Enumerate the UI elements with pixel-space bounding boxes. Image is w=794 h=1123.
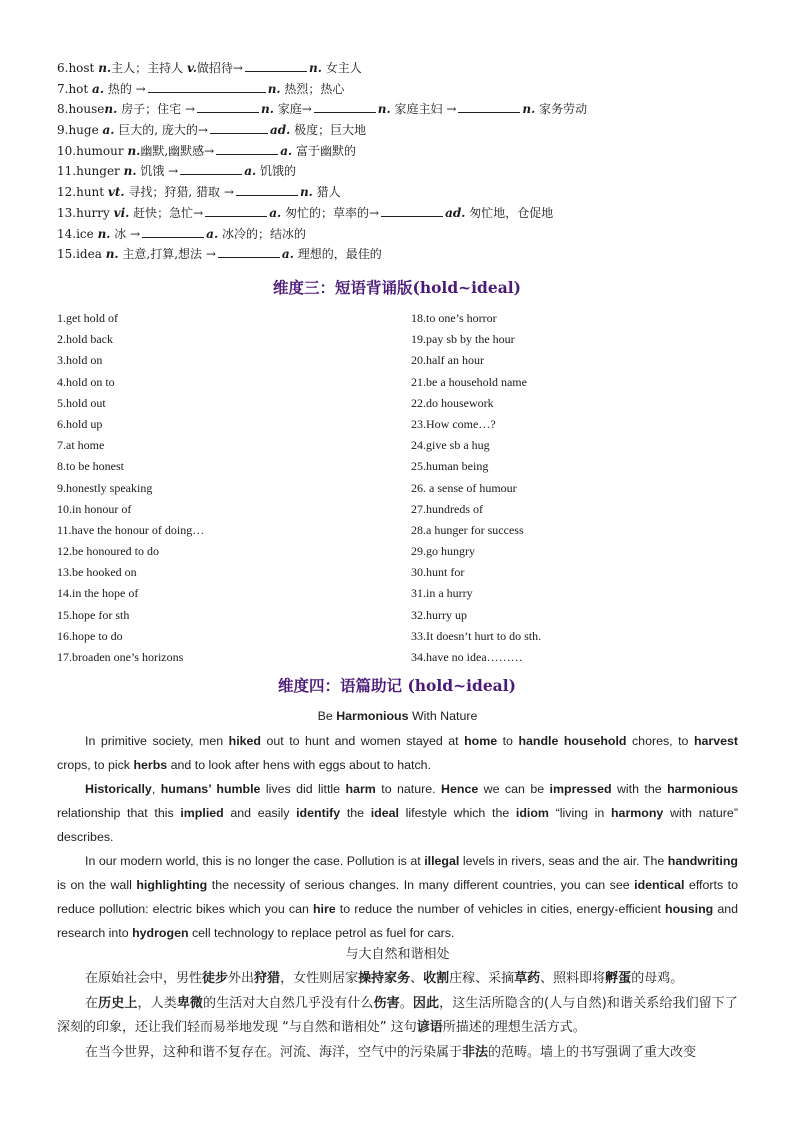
vocab-text: 做招待 <box>196 61 233 75</box>
highlighted-word: 非法 <box>462 1044 489 1060</box>
passage-paragraph-2 <box>57 777 738 849</box>
highlighted-word: humans’ humble <box>160 782 261 796</box>
vocab-text: 女主人 <box>321 61 362 75</box>
phrase-item: 6.hold up <box>57 416 103 431</box>
phrase-item: 31.in a hurry <box>411 586 473 601</box>
phrase-item: 7.at home <box>57 438 105 453</box>
part-of-speech: n. <box>299 185 313 200</box>
part-of-speech: v. <box>186 61 197 75</box>
text-run: and research into <box>57 902 738 940</box>
answer-blank <box>458 100 520 113</box>
phrase-item: 27.hundreds of <box>411 501 483 516</box>
text-run: chores, to <box>626 734 694 748</box>
text-run: and to look after hens with eggs about to hatch. <box>167 758 432 772</box>
highlighted-word: Historically <box>85 782 152 796</box>
english-passage <box>57 706 738 945</box>
vocab-text: 9.huge <box>57 123 103 138</box>
highlighted-word: hiked <box>228 734 261 748</box>
vocab-text: 巨大的, 庞大的 <box>114 123 198 138</box>
vocab-text: 幽默,幽默感 <box>140 143 205 158</box>
phrase-item: 10.in honour of <box>57 501 132 516</box>
text-run: 庄稼、采摘 <box>449 971 515 986</box>
highlighted-word: hydrogen <box>132 926 189 940</box>
highlighted-word: 操持家务 <box>358 971 411 986</box>
answer-blank <box>216 142 278 155</box>
highlighted-word: herbs <box>133 758 168 772</box>
answer-blank <box>218 245 280 258</box>
text-run: In our modern world, this is no longer the case. Pollution is at <box>85 854 425 868</box>
answer-blank <box>210 121 268 134</box>
vocab-text: → <box>205 247 216 262</box>
vocab-text: 15.idea <box>57 247 106 262</box>
highlighted-word: handwriting <box>667 854 738 868</box>
vocab-text: → <box>232 61 243 75</box>
answer-blank <box>142 225 204 238</box>
highlighted-word: 卑微 <box>176 995 204 1011</box>
text-run: efforts to reduce pollution: electric bikes which you can <box>57 878 738 916</box>
highlighted-word: harvest <box>693 734 739 748</box>
text-run: with the <box>611 782 668 796</box>
translation-paragraph-3 <box>57 1041 738 1066</box>
vocab-text: → <box>446 102 457 117</box>
text-run: crops, to pick <box>57 758 134 772</box>
vocab-text: 冰 <box>110 226 131 241</box>
highlighted-word: handle household <box>518 734 627 748</box>
answer-blank <box>314 100 376 113</box>
phrase-item: 24.give sb a hug <box>411 438 490 453</box>
vocab-line <box>57 120 747 141</box>
text-run: we can be <box>478 782 550 796</box>
phrase-item: 16.hope to do <box>57 628 123 643</box>
highlighted-word: identical <box>634 878 685 892</box>
highlighted-word: implied <box>180 806 224 820</box>
part-of-speech: n. <box>308 61 322 75</box>
vocab-text: 热的 <box>104 81 136 96</box>
text-run: is on the wall <box>57 878 137 892</box>
vocab-text: → <box>223 185 234 200</box>
vocab-line <box>57 161 747 182</box>
text-run: 的母鸡。 <box>631 971 684 986</box>
answer-blank <box>205 204 267 217</box>
highlighted-word: hire <box>312 902 336 916</box>
vocab-text: 饥饿的 <box>256 164 296 179</box>
phrase-item: 15.hope for sth <box>57 607 130 622</box>
vocab-line <box>57 79 747 100</box>
phrase-item: 5.hold out <box>57 395 106 410</box>
vocab-list <box>57 58 747 265</box>
vocab-text: 赶快；急忙 <box>129 205 194 220</box>
part-of-speech: a. <box>244 164 257 179</box>
vocab-text: 家庭主妇 <box>390 102 447 117</box>
vocab-text: 房子；住宅 <box>117 102 185 117</box>
part-of-speech: vi. <box>113 205 130 220</box>
text-run: to nature. <box>375 782 442 796</box>
vocab-text: 匆忙的；草率的 <box>281 205 369 220</box>
vocab-text: → <box>204 143 215 158</box>
phrase-item: 28.a hunger for success <box>411 522 524 537</box>
vocab-text: 12.hunt <box>57 185 108 200</box>
part-of-speech: ad. <box>269 123 291 138</box>
part-of-speech: a. <box>102 123 115 138</box>
part-of-speech: ad. <box>445 205 466 220</box>
highlighted-word: 徒步 <box>202 971 229 986</box>
part-of-speech: a. <box>92 81 104 96</box>
chinese-translation <box>57 944 738 1065</box>
vocab-line <box>57 224 747 245</box>
highlighted-word: 因此 <box>412 995 440 1011</box>
phrase-item: 9.honestly speaking <box>57 480 153 495</box>
phrase-item: 30.hunt for <box>411 565 465 580</box>
highlighted-word: housing <box>665 902 714 916</box>
text-run: 、照料即将 <box>540 971 606 986</box>
part-of-speech: n. <box>267 81 281 96</box>
answer-blank <box>245 59 307 72</box>
phrase-item: 18.to one’s horror <box>411 311 497 325</box>
text-run: with nature” describes. <box>57 806 738 844</box>
text-run: , <box>151 782 161 796</box>
part-of-speech: a. <box>206 226 219 241</box>
answer-blank <box>197 100 259 113</box>
vocab-line <box>57 182 747 203</box>
translation-title: 与大自然和谐相处 <box>345 947 450 962</box>
highlighted-word: 孵蛋 <box>605 971 632 986</box>
text-run: 所描述的理想生活方式。 <box>442 1020 586 1035</box>
part-of-speech: n. <box>97 226 111 241</box>
phrase-item: 8.to be honest <box>57 459 124 474</box>
vocab-text: 冰冷的；结冰的 <box>218 226 306 241</box>
highlighted-word: 狩猎 <box>254 971 281 986</box>
part-of-speech: n. <box>123 164 137 179</box>
phrase-item: 4.hold on to <box>57 374 115 389</box>
vocab-text: 寻找；狩猎, 猎取 <box>124 185 224 200</box>
text-run: ，人类 <box>137 995 177 1011</box>
vocab-text: 匆忙地，仓促地 <box>465 205 554 220</box>
vocab-text: → <box>193 205 204 220</box>
part-of-speech: n. <box>105 247 119 262</box>
part-of-speech: n. <box>98 61 112 75</box>
text-run: 。 <box>399 995 413 1011</box>
phrase-column-right <box>411 308 541 668</box>
highlighted-word: harmony <box>610 806 664 820</box>
highlighted-word: identify <box>296 806 341 820</box>
part-of-speech: a. <box>269 205 282 220</box>
phrase-item: 32.hurry up <box>411 607 467 622</box>
vocab-text: → <box>301 102 312 117</box>
phrase-item: 22.do housework <box>411 395 494 410</box>
text-run: 在当今世界，这种和谐不复存在。河流、海洋，空气中的污染属于 <box>85 1044 463 1060</box>
vocab-text: 主人；主持人 <box>111 61 187 75</box>
highlighted-word: harmonious <box>667 782 738 796</box>
section3-heading: 维度三：短语背诵版(hold~ideal) <box>272 278 521 297</box>
vocab-text: 11.hunger <box>57 164 124 179</box>
text-run: the necessity of serious changes. In many different countries, you can see <box>207 878 635 892</box>
answer-blank <box>381 204 443 217</box>
text-run: 外出 <box>228 971 255 986</box>
text-run: the <box>340 806 371 820</box>
text-run: levels in rivers, seas and the air. The <box>459 854 668 868</box>
vocab-text: 热烈；热心 <box>280 81 345 96</box>
part-of-speech: n. <box>104 102 118 117</box>
vocab-text: 饥饿 <box>136 164 169 179</box>
highlighted-word: harm <box>345 782 376 796</box>
part-of-speech: a. <box>280 143 293 158</box>
vocab-text: 家务劳动 <box>535 102 588 117</box>
vocab-text: 14.ice <box>57 226 98 241</box>
part-of-speech: vt. <box>107 185 125 200</box>
text-run: In primitive society, men <box>85 734 229 748</box>
vocab-text: → <box>369 205 380 220</box>
highlighted-word: highlighting <box>136 878 208 892</box>
phrase-item: 26. a sense of humour <box>411 480 517 495</box>
vocab-text: 6.host <box>57 61 99 75</box>
vocab-line <box>57 58 747 79</box>
text-run: out to hunt and women stayed at <box>261 734 465 748</box>
text-run: to <box>497 734 519 748</box>
phrase-item: 14.in the hope of <box>57 586 139 601</box>
highlighted-word: 谚语 <box>416 1020 443 1035</box>
text-run: 的生活对大自然几乎没有什么 <box>203 995 374 1011</box>
vocab-text: 极度；巨大地 <box>290 123 367 138</box>
vocab-line <box>57 141 747 162</box>
passage-paragraph-1 <box>57 729 738 777</box>
highlighted-word: idiom <box>515 806 549 820</box>
part-of-speech: a. <box>281 247 294 262</box>
text-run: lives did little <box>260 782 346 796</box>
highlighted-word: 收割 <box>423 971 450 986</box>
text-run: and easily <box>223 806 297 820</box>
passage-title: Be Harmonious With Nature <box>317 709 478 723</box>
highlighted-word: 伤害 <box>373 995 400 1011</box>
text-run: cell technology to replace petrol as fuel for cars. <box>188 926 455 940</box>
phrase-item: 1.get hold of <box>57 311 118 325</box>
vocab-text: 家庭 <box>273 102 302 117</box>
phrase-item: 2.hold back <box>57 332 113 347</box>
vocab-text: 理想的，最佳的 <box>293 247 382 262</box>
vocab-text: 7.hot <box>57 81 93 96</box>
highlighted-word: home <box>464 734 498 748</box>
translation-paragraph-2 <box>57 992 738 1041</box>
phrase-item: 29.go hungry <box>411 544 475 559</box>
phrase-item: 23.How come…? <box>411 416 496 431</box>
text-run: “living in <box>548 806 611 820</box>
phrase-item: 13.be hooked on <box>57 565 137 580</box>
vocab-text: 主意,打算,想法 <box>118 247 206 262</box>
text-run: 、 <box>410 971 424 986</box>
vocab-line <box>57 203 747 224</box>
phrase-item: 11.have the honour of doing… <box>57 522 205 537</box>
vocab-text: → <box>184 102 195 117</box>
answer-blank <box>180 162 242 175</box>
section4-heading: 维度四：语篇助记 (hold~ideal) <box>278 676 516 695</box>
vocab-line <box>57 244 747 265</box>
vocab-text: → <box>135 81 146 96</box>
text-run: 在原始社会中，男性 <box>85 971 203 986</box>
text-run: ，这生活所隐含的(人与自然)和谐关系给我们留下了深刻的印象，还让我们轻而易举地发现 “与自然和谐相处” 这句 <box>57 995 738 1035</box>
vocab-text: → <box>130 226 141 241</box>
vocab-text: 10.humour <box>57 143 128 158</box>
phrase-item: 19.pay sb by the hour <box>411 332 515 347</box>
phrase-item: 17.broaden one’s horizons <box>57 650 184 664</box>
vocab-text: 富于幽默的 <box>292 143 357 158</box>
phrase-item: 25.human being <box>411 459 489 474</box>
text-run: to reduce the number of vehicles in cities, energy-efficient <box>335 902 666 916</box>
highlighted-word: 草药 <box>514 971 541 986</box>
vocab-line <box>57 99 747 120</box>
part-of-speech: n. <box>127 143 141 158</box>
highlighted-word: 历史上 <box>98 995 138 1011</box>
part-of-speech: n. <box>377 102 391 117</box>
part-of-speech: n. <box>261 102 274 117</box>
translation-paragraph-1 <box>57 967 738 992</box>
highlighted-word: illegal <box>424 854 460 868</box>
text-run: lifestyle which the <box>398 806 516 820</box>
phrase-item: 12.be honoured to do <box>57 544 159 559</box>
text-run: ，女性则居家 <box>280 971 359 986</box>
phrase-item: 21.be a household name <box>411 374 527 389</box>
passage-paragraph-3 <box>57 849 738 945</box>
vocab-text: → <box>168 164 179 179</box>
vocab-text: 猎人 <box>312 185 341 200</box>
text-run: 的范畴。墙上的书写强调了重大改变 <box>488 1044 697 1060</box>
phrase-column-left <box>57 308 204 668</box>
part-of-speech: n. <box>522 102 536 117</box>
highlighted-word: ideal <box>370 806 399 820</box>
phrase-item: 3.hold on <box>57 353 103 368</box>
vocab-text: → <box>197 123 208 138</box>
vocab-text: 8.house <box>57 102 105 117</box>
answer-blank <box>148 80 266 93</box>
phrase-item: 20.half an hour <box>411 353 484 368</box>
phrase-item: 33.It doesn’t hurt to do sth. <box>411 628 542 643</box>
answer-blank <box>236 183 298 196</box>
vocab-text: 13.hurry <box>57 205 114 220</box>
text-run: 在 <box>85 995 99 1011</box>
highlighted-word: Hence <box>441 782 479 796</box>
highlighted-word: impressed <box>549 782 612 796</box>
text-run: relationship that this <box>57 806 181 820</box>
phrase-item: 34.have no idea……… <box>411 650 523 664</box>
